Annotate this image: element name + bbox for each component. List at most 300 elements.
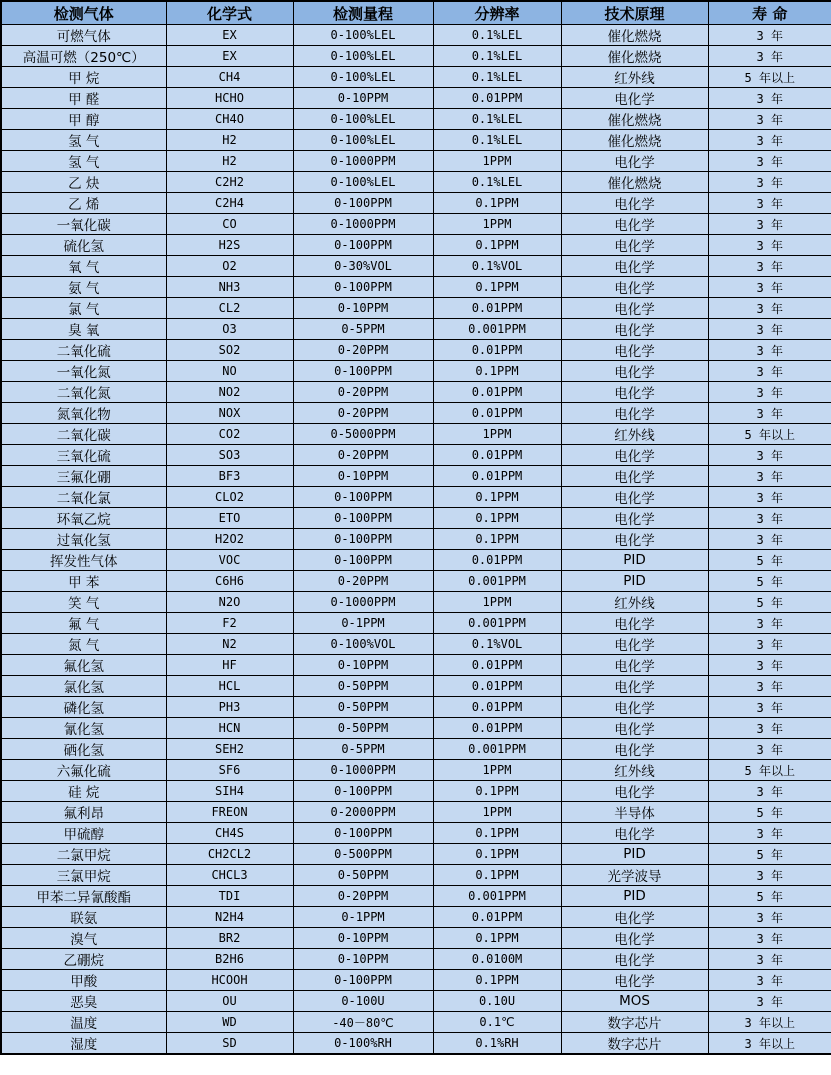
cell-lifespan: 3 年 <box>708 949 831 970</box>
table-row <box>1 592 831 613</box>
cell-lifespan: 3 年 <box>708 151 831 172</box>
table-row <box>1 361 831 382</box>
cell-resolution: 0.01PPM <box>433 466 561 487</box>
cell-resolution: 0.01PPM <box>433 907 561 928</box>
cell-lifespan: 3 年以上 <box>708 1012 831 1033</box>
cell-formula: N2H4 <box>166 907 293 928</box>
table-row <box>1 844 831 865</box>
cell-resolution: 0.01PPM <box>433 676 561 697</box>
table-body <box>1 25 831 1055</box>
cell-range: 0-20PPM <box>293 403 433 424</box>
cell-gas: 笑 气 <box>1 592 166 613</box>
cell-gas: 三氯甲烷 <box>1 865 166 886</box>
cell-gas: 甲 烷 <box>1 67 166 88</box>
cell-formula: HF <box>166 655 293 676</box>
cell-principle: 红外线 <box>561 424 708 445</box>
cell-lifespan: 3 年 <box>708 88 831 109</box>
cell-principle: 电化学 <box>561 214 708 235</box>
cell-gas: 一氧化氮 <box>1 361 166 382</box>
cell-gas: 恶臭 <box>1 991 166 1012</box>
cell-resolution: 0.01PPM <box>433 718 561 739</box>
cell-range: 0-100PPM <box>293 193 433 214</box>
cell-range: 0-10PPM <box>293 655 433 676</box>
cell-lifespan: 3 年 <box>708 172 831 193</box>
cell-range: 0-100%LEL <box>293 172 433 193</box>
cell-formula: WD <box>166 1012 293 1033</box>
cell-lifespan: 3 年 <box>708 46 831 67</box>
cell-range: 0-10PPM <box>293 928 433 949</box>
cell-formula: F2 <box>166 613 293 634</box>
table-row <box>1 823 831 844</box>
table-row <box>1 235 831 256</box>
cell-range: 0-20PPM <box>293 886 433 907</box>
cell-lifespan: 3 年 <box>708 445 831 466</box>
cell-range: 0-100%LEL <box>293 67 433 88</box>
cell-range: 0-5PPM <box>293 739 433 760</box>
cell-range: 0-2000PPM <box>293 802 433 823</box>
cell-gas: 高温可燃（250℃） <box>1 46 166 67</box>
cell-principle: 电化学 <box>561 529 708 550</box>
cell-range: 0-1000PPM <box>293 760 433 781</box>
cell-formula: NOX <box>166 403 293 424</box>
cell-formula: H2 <box>166 130 293 151</box>
cell-formula: VOC <box>166 550 293 571</box>
cell-gas: 氢 气 <box>1 130 166 151</box>
cell-principle: 电化学 <box>561 277 708 298</box>
cell-range: 0-10PPM <box>293 949 433 970</box>
cell-gas: 温度 <box>1 1012 166 1033</box>
cell-formula: NH3 <box>166 277 293 298</box>
cell-formula: CHCL3 <box>166 865 293 886</box>
cell-lifespan: 3 年 <box>708 235 831 256</box>
cell-resolution: 1PPM <box>433 424 561 445</box>
cell-formula: N2O <box>166 592 293 613</box>
table-row <box>1 508 831 529</box>
cell-lifespan: 3 年 <box>708 739 831 760</box>
cell-gas: 挥发性气体 <box>1 550 166 571</box>
cell-range: 0-5PPM <box>293 319 433 340</box>
cell-range: 0-1000PPM <box>293 214 433 235</box>
col-header-gas: 检测气体 <box>1 1 166 25</box>
table-row <box>1 1012 831 1033</box>
cell-range: 0-100%LEL <box>293 109 433 130</box>
cell-formula: SO2 <box>166 340 293 361</box>
table-row <box>1 865 831 886</box>
cell-gas: 氮 气 <box>1 634 166 655</box>
cell-lifespan: 5 年 <box>708 886 831 907</box>
cell-range: 0-50PPM <box>293 697 433 718</box>
cell-formula: BF3 <box>166 466 293 487</box>
cell-formula: SEH2 <box>166 739 293 760</box>
cell-resolution: 0.1PPM <box>433 529 561 550</box>
table-row <box>1 487 831 508</box>
cell-lifespan: 3 年 <box>708 823 831 844</box>
table-row <box>1 109 831 130</box>
cell-lifespan: 5 年 <box>708 571 831 592</box>
cell-resolution: 1PPM <box>433 592 561 613</box>
cell-lifespan: 3 年 <box>708 256 831 277</box>
cell-resolution: 0.1PPM <box>433 193 561 214</box>
table-row <box>1 928 831 949</box>
cell-lifespan: 5 年以上 <box>708 424 831 445</box>
cell-principle: 催化燃烧 <box>561 172 708 193</box>
cell-formula: SD <box>166 1033 293 1055</box>
cell-resolution: 0.1%LEL <box>433 25 561 46</box>
table-row <box>1 613 831 634</box>
cell-range: 0-20PPM <box>293 340 433 361</box>
cell-principle: 电化学 <box>561 781 708 802</box>
cell-principle: 数字芯片 <box>561 1033 708 1055</box>
cell-gas: 氟 气 <box>1 613 166 634</box>
cell-principle: 催化燃烧 <box>561 109 708 130</box>
cell-resolution: 0.1%LEL <box>433 67 561 88</box>
cell-formula: SF6 <box>166 760 293 781</box>
cell-gas: 甲 醛 <box>1 88 166 109</box>
cell-formula: OU <box>166 991 293 1012</box>
cell-formula: C6H6 <box>166 571 293 592</box>
cell-lifespan: 5 年 <box>708 844 831 865</box>
cell-gas: 甲 醇 <box>1 109 166 130</box>
cell-gas: 二氧化硫 <box>1 340 166 361</box>
table-row <box>1 802 831 823</box>
cell-principle: 电化学 <box>561 361 708 382</box>
table-row <box>1 907 831 928</box>
table-row <box>1 151 831 172</box>
cell-lifespan: 3 年 <box>708 865 831 886</box>
table-row <box>1 46 831 67</box>
cell-lifespan: 5 年 <box>708 592 831 613</box>
cell-gas: 氰化氢 <box>1 718 166 739</box>
cell-gas: 磷化氢 <box>1 697 166 718</box>
cell-range: 0-100PPM <box>293 529 433 550</box>
cell-resolution: 0.10U <box>433 991 561 1012</box>
cell-principle: 电化学 <box>561 739 708 760</box>
cell-principle: 电化学 <box>561 487 708 508</box>
cell-formula: TDI <box>166 886 293 907</box>
cell-range: 0-100PPM <box>293 508 433 529</box>
cell-range: 0-100PPM <box>293 823 433 844</box>
cell-gas: 甲硫醇 <box>1 823 166 844</box>
col-header-resolution: 分辨率 <box>433 1 561 25</box>
cell-gas: 乙硼烷 <box>1 949 166 970</box>
cell-lifespan: 5 年以上 <box>708 67 831 88</box>
cell-resolution: 0.01PPM <box>433 445 561 466</box>
table-row <box>1 256 831 277</box>
cell-gas: 溴气 <box>1 928 166 949</box>
cell-lifespan: 5 年以上 <box>708 760 831 781</box>
table-row <box>1 991 831 1012</box>
cell-lifespan: 3 年 <box>708 340 831 361</box>
cell-resolution: 0.1PPM <box>433 277 561 298</box>
cell-formula: HCOOH <box>166 970 293 991</box>
cell-formula: CH4O <box>166 109 293 130</box>
cell-range: 0-100%LEL <box>293 46 433 67</box>
cell-gas: 乙 烯 <box>1 193 166 214</box>
cell-principle: 催化燃烧 <box>561 130 708 151</box>
table-row <box>1 655 831 676</box>
cell-formula: H2O2 <box>166 529 293 550</box>
cell-resolution: 0.001PPM <box>433 886 561 907</box>
cell-formula: CO <box>166 214 293 235</box>
cell-gas: 硫化氢 <box>1 235 166 256</box>
cell-principle: 数字芯片 <box>561 1012 708 1033</box>
cell-formula: CL2 <box>166 298 293 319</box>
cell-resolution: 0.1%LEL <box>433 109 561 130</box>
col-header-formula: 化学式 <box>166 1 293 25</box>
cell-gas: 六氟化硫 <box>1 760 166 781</box>
cell-principle: 电化学 <box>561 676 708 697</box>
cell-resolution: 0.001PPM <box>433 739 561 760</box>
cell-formula: NO2 <box>166 382 293 403</box>
cell-resolution: 0.01PPM <box>433 403 561 424</box>
cell-formula: SO3 <box>166 445 293 466</box>
cell-gas: 硅 烷 <box>1 781 166 802</box>
cell-lifespan: 3 年 <box>708 907 831 928</box>
cell-range: 0-100%RH <box>293 1033 433 1055</box>
table-row <box>1 970 831 991</box>
cell-lifespan: 3 年以上 <box>708 1033 831 1055</box>
cell-gas: 氯 气 <box>1 298 166 319</box>
table-row <box>1 781 831 802</box>
cell-gas: 氨 气 <box>1 277 166 298</box>
cell-lifespan: 3 年 <box>708 508 831 529</box>
table-row <box>1 718 831 739</box>
cell-formula: C2H2 <box>166 172 293 193</box>
cell-range: 0-100PPM <box>293 487 433 508</box>
cell-resolution: 0.01PPM <box>433 697 561 718</box>
table-row <box>1 529 831 550</box>
cell-range: 0-10PPM <box>293 298 433 319</box>
cell-principle: 光学波导 <box>561 865 708 886</box>
cell-lifespan: 3 年 <box>708 466 831 487</box>
cell-lifespan: 5 年 <box>708 550 831 571</box>
cell-resolution: 0.01PPM <box>433 88 561 109</box>
cell-range: 0-500PPM <box>293 844 433 865</box>
cell-range: 0-20PPM <box>293 445 433 466</box>
cell-range: 0-50PPM <box>293 676 433 697</box>
table-row <box>1 382 831 403</box>
cell-principle: 电化学 <box>561 655 708 676</box>
cell-principle: 电化学 <box>561 970 708 991</box>
cell-gas: 硒化氢 <box>1 739 166 760</box>
cell-range: 0-1PPM <box>293 907 433 928</box>
cell-principle: 红外线 <box>561 592 708 613</box>
cell-formula: FREON <box>166 802 293 823</box>
cell-resolution: 0.1PPM <box>433 235 561 256</box>
cell-principle: 电化学 <box>561 823 708 844</box>
col-header-range: 检测量程 <box>293 1 433 25</box>
cell-formula: EX <box>166 25 293 46</box>
cell-resolution: 1PPM <box>433 151 561 172</box>
cell-resolution: 0.01PPM <box>433 655 561 676</box>
cell-lifespan: 3 年 <box>708 382 831 403</box>
table-row <box>1 550 831 571</box>
cell-lifespan: 3 年 <box>708 130 831 151</box>
cell-lifespan: 5 年 <box>708 802 831 823</box>
cell-resolution: 0.1%LEL <box>433 46 561 67</box>
cell-resolution: 0.1PPM <box>433 928 561 949</box>
cell-resolution: 0.1%LEL <box>433 130 561 151</box>
table-row <box>1 340 831 361</box>
cell-principle: 催化燃烧 <box>561 25 708 46</box>
cell-principle: PID <box>561 571 708 592</box>
cell-lifespan: 3 年 <box>708 361 831 382</box>
cell-resolution: 0.1%LEL <box>433 172 561 193</box>
cell-principle: 催化燃烧 <box>561 46 708 67</box>
cell-formula: CH2CL2 <box>166 844 293 865</box>
cell-resolution: 1PPM <box>433 214 561 235</box>
cell-lifespan: 3 年 <box>708 991 831 1012</box>
cell-resolution: 0.1PPM <box>433 970 561 991</box>
cell-resolution: 0.01PPM <box>433 550 561 571</box>
cell-lifespan: 3 年 <box>708 193 831 214</box>
cell-lifespan: 3 年 <box>708 277 831 298</box>
cell-range: 0-20PPM <box>293 571 433 592</box>
cell-principle: PID <box>561 844 708 865</box>
cell-resolution: 0.1℃ <box>433 1012 561 1033</box>
cell-resolution: 0.1PPM <box>433 823 561 844</box>
cell-range: 0-100PPM <box>293 781 433 802</box>
cell-formula: O3 <box>166 319 293 340</box>
cell-principle: 电化学 <box>561 193 708 214</box>
cell-lifespan: 3 年 <box>708 718 831 739</box>
table-row <box>1 88 831 109</box>
cell-principle: 电化学 <box>561 613 708 634</box>
cell-lifespan: 3 年 <box>708 970 831 991</box>
table-row <box>1 676 831 697</box>
cell-principle: 电化学 <box>561 466 708 487</box>
cell-gas: 联氨 <box>1 907 166 928</box>
cell-resolution: 0.1PPM <box>433 781 561 802</box>
cell-range: 0-50PPM <box>293 718 433 739</box>
cell-gas: 氧 气 <box>1 256 166 277</box>
cell-lifespan: 3 年 <box>708 487 831 508</box>
cell-gas: 一氧化碳 <box>1 214 166 235</box>
cell-formula: HCHO <box>166 88 293 109</box>
cell-formula: PH3 <box>166 697 293 718</box>
col-header-principle: 技术原理 <box>561 1 708 25</box>
cell-gas: 氯化氢 <box>1 676 166 697</box>
cell-range: 0-5000PPM <box>293 424 433 445</box>
cell-lifespan: 3 年 <box>708 109 831 130</box>
cell-range: 0-10PPM <box>293 466 433 487</box>
cell-resolution: 0.01PPM <box>433 298 561 319</box>
cell-range: 0-100PPM <box>293 235 433 256</box>
cell-principle: 电化学 <box>561 697 708 718</box>
cell-range: 0-1000PPM <box>293 592 433 613</box>
cell-resolution: 1PPM <box>433 802 561 823</box>
cell-principle: 电化学 <box>561 88 708 109</box>
cell-gas: 二氧化氮 <box>1 382 166 403</box>
cell-lifespan: 3 年 <box>708 298 831 319</box>
cell-principle: 电化学 <box>561 634 708 655</box>
cell-gas: 二氧化氯 <box>1 487 166 508</box>
cell-resolution: 0.0100M <box>433 949 561 970</box>
cell-resolution: 0.1%VOL <box>433 256 561 277</box>
cell-resolution: 0.1PPM <box>433 487 561 508</box>
cell-formula: C2H4 <box>166 193 293 214</box>
cell-range: 0-30%VOL <box>293 256 433 277</box>
table-row <box>1 277 831 298</box>
cell-principle: 电化学 <box>561 403 708 424</box>
table-row <box>1 1033 831 1055</box>
cell-gas: 湿度 <box>1 1033 166 1055</box>
cell-principle: 电化学 <box>561 508 708 529</box>
cell-lifespan: 3 年 <box>708 319 831 340</box>
cell-gas: 氢 气 <box>1 151 166 172</box>
cell-gas: 甲 苯 <box>1 571 166 592</box>
cell-formula: HCN <box>166 718 293 739</box>
table-row <box>1 634 831 655</box>
table-row <box>1 697 831 718</box>
cell-gas: 三氧化硫 <box>1 445 166 466</box>
cell-principle: 电化学 <box>561 928 708 949</box>
cell-formula: O2 <box>166 256 293 277</box>
cell-lifespan: 3 年 <box>708 781 831 802</box>
table-row <box>1 130 831 151</box>
cell-gas: 二氯甲烷 <box>1 844 166 865</box>
cell-formula: BR2 <box>166 928 293 949</box>
table-row <box>1 445 831 466</box>
cell-principle: 电化学 <box>561 256 708 277</box>
cell-lifespan: 3 年 <box>708 655 831 676</box>
cell-resolution: 0.01PPM <box>433 382 561 403</box>
cell-principle: 电化学 <box>561 340 708 361</box>
cell-gas: 甲酸 <box>1 970 166 991</box>
cell-gas: 可燃气体 <box>1 25 166 46</box>
cell-lifespan: 3 年 <box>708 25 831 46</box>
cell-formula: H2 <box>166 151 293 172</box>
table-row <box>1 319 831 340</box>
table-row <box>1 424 831 445</box>
cell-gas: 氮氧化物 <box>1 403 166 424</box>
cell-principle: 电化学 <box>561 907 708 928</box>
table-row <box>1 739 831 760</box>
cell-range: 0-10PPM <box>293 88 433 109</box>
cell-gas: 臭 氧 <box>1 319 166 340</box>
cell-gas: 氟化氢 <box>1 655 166 676</box>
cell-principle: 电化学 <box>561 718 708 739</box>
cell-range: 0-100PPM <box>293 277 433 298</box>
cell-principle: 电化学 <box>561 151 708 172</box>
cell-range: 0-100%VOL <box>293 634 433 655</box>
cell-gas: 过氧化氢 <box>1 529 166 550</box>
cell-lifespan: 3 年 <box>708 676 831 697</box>
cell-gas: 环氧乙烷 <box>1 508 166 529</box>
table-row <box>1 298 831 319</box>
cell-range: -40－80℃ <box>293 1012 433 1033</box>
cell-range: 0-20PPM <box>293 382 433 403</box>
cell-lifespan: 3 年 <box>708 613 831 634</box>
cell-resolution: 0.1PPM <box>433 508 561 529</box>
cell-lifespan: 3 年 <box>708 214 831 235</box>
cell-lifespan: 3 年 <box>708 634 831 655</box>
cell-formula: CH4 <box>166 67 293 88</box>
cell-formula: CLO2 <box>166 487 293 508</box>
cell-formula: H2S <box>166 235 293 256</box>
cell-formula: SIH4 <box>166 781 293 802</box>
cell-principle: 电化学 <box>561 235 708 256</box>
cell-resolution: 0.01PPM <box>433 340 561 361</box>
cell-formula: B2H6 <box>166 949 293 970</box>
cell-resolution: 0.001PPM <box>433 571 561 592</box>
cell-resolution: 0.001PPM <box>433 613 561 634</box>
cell-principle: 红外线 <box>561 760 708 781</box>
cell-resolution: 1PPM <box>433 760 561 781</box>
cell-resolution: 0.1PPM <box>433 361 561 382</box>
cell-formula: ETO <box>166 508 293 529</box>
cell-gas: 三氟化硼 <box>1 466 166 487</box>
